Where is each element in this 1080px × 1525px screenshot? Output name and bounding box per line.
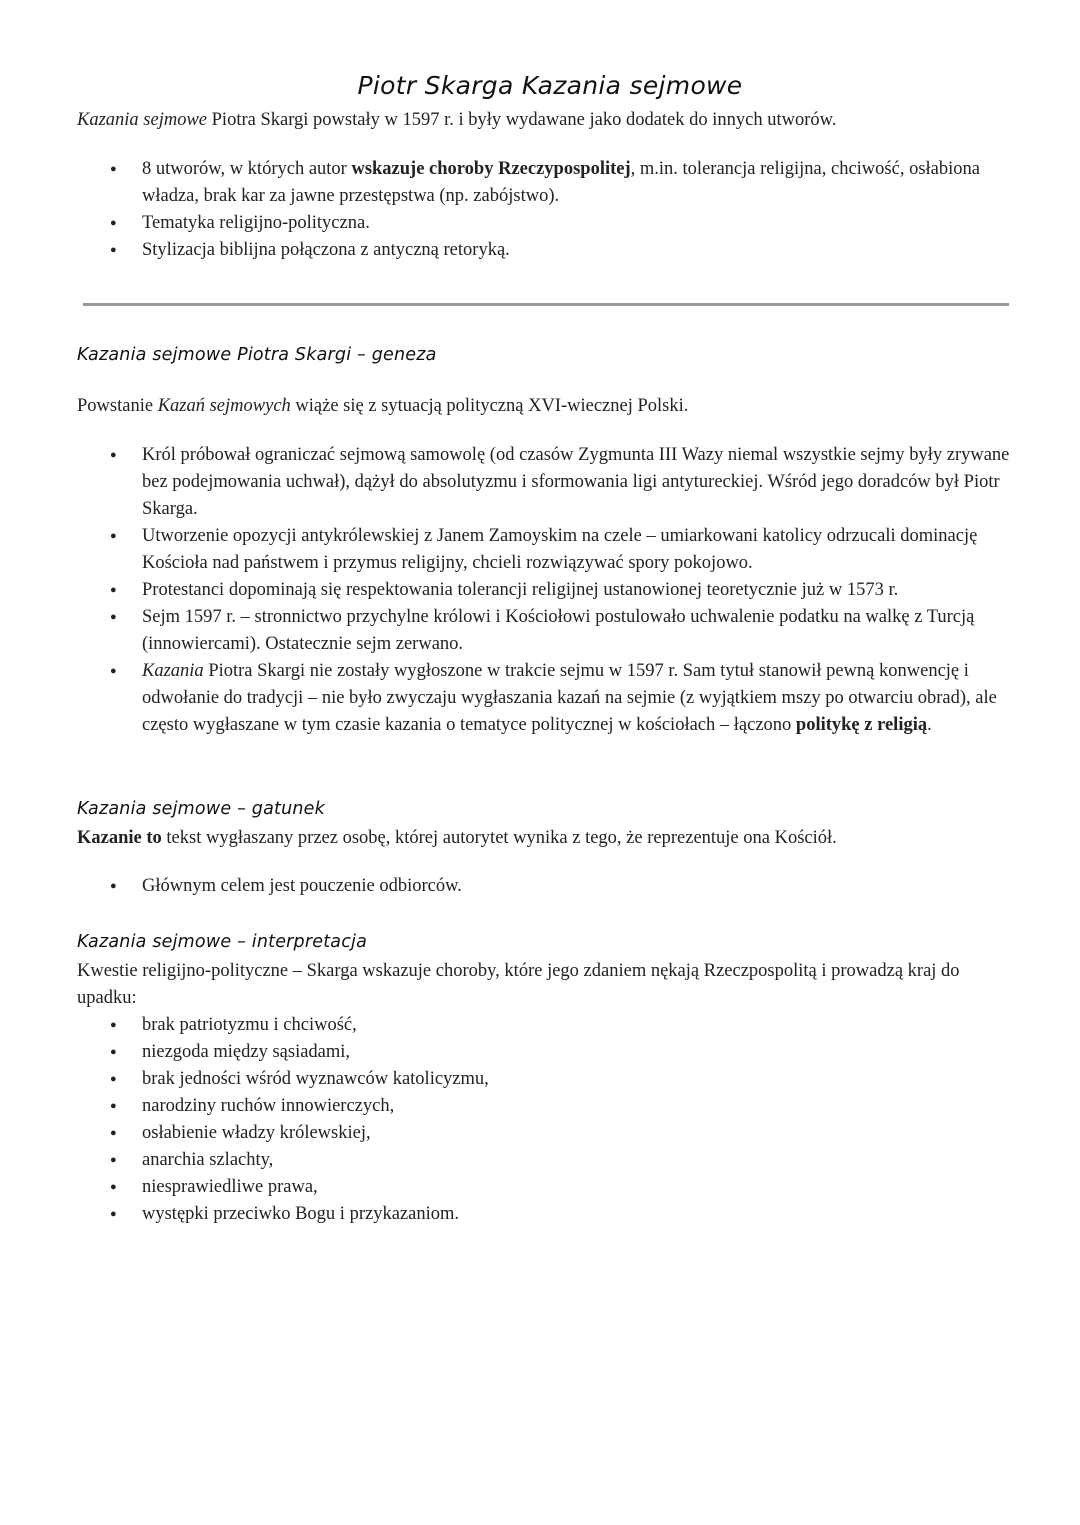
geneza-lead-paragraph bbox=[77, 393, 1017, 420]
list-item bbox=[77, 873, 1017, 900]
geneza-lead-text: Powstanie bbox=[77, 396, 158, 416]
list-item-text: 8 utworów, w których autor bbox=[142, 159, 352, 179]
section-heading-interpretacja: Kazania sejmowe – interpretacja bbox=[77, 932, 368, 952]
gatunek-bullet-list bbox=[77, 873, 1017, 900]
gatunek-lead-paragraph bbox=[77, 825, 1017, 852]
list-item bbox=[77, 156, 1017, 210]
list-item-text: brak patriotyzmu i chciwość, bbox=[142, 1015, 357, 1035]
list-item bbox=[77, 577, 1017, 604]
horizontal-divider bbox=[83, 303, 1009, 306]
page-title: Piotr Skarga Kazania sejmowe bbox=[357, 71, 743, 100]
geneza-bullet-list bbox=[77, 442, 1017, 739]
section-heading-gatunek: Kazania sejmowe – gatunek bbox=[77, 799, 325, 819]
list-item bbox=[77, 658, 1017, 739]
intro-paragraph bbox=[77, 107, 1017, 134]
gatunek-lead-bold: Kazanie to bbox=[77, 828, 162, 848]
list-item-text: . bbox=[927, 715, 932, 735]
list-item bbox=[77, 604, 1017, 658]
list-item bbox=[77, 1120, 1017, 1147]
list-item-text: Głównym celem jest pouczenie odbiorców. bbox=[142, 876, 462, 896]
interpretacja-lead-paragraph: Kwestie religijno-polityczne – Skarga wskazuje choroby, które jego zdaniem nękają Rzeczpospolitą i prowadzą kraj do upadku: bbox=[77, 961, 960, 1008]
list-item-text: brak jedności wśród wyznawców katolicyzmu, bbox=[142, 1069, 489, 1089]
list-item bbox=[77, 1093, 1017, 1120]
list-item-text: niesprawiedliwe prawa, bbox=[142, 1177, 318, 1197]
list-item-text: Sejm 1597 r. – stronnictwo przychylne królowi i Kościołowi postulowało uchwalenie podatku na walkę z Turcją (innowiercami). Ostatecznie sejm zerwano. bbox=[142, 607, 975, 654]
intro-text: Piotra Skargi powstały w 1597 r. i były wydawane jako dodatek do innych utworów. bbox=[207, 110, 837, 130]
list-item-bold: politykę z religią bbox=[795, 715, 928, 735]
list-item-text: Protestanci dopominają się respektowania tolerancji religijnej ustanowionej teoretycznie już w 1573 r. bbox=[142, 580, 899, 600]
list-item-text: Stylizacja biblijna połączona z antyczną retoryką. bbox=[142, 240, 510, 260]
list-item bbox=[77, 523, 1017, 577]
list-item bbox=[77, 1174, 1017, 1201]
list-item-text: anarchia szlachty, bbox=[142, 1150, 274, 1170]
list-item-emphasis: Kazania bbox=[142, 661, 204, 681]
geneza-lead-emphasis: Kazań sejmowych bbox=[157, 396, 291, 416]
list-item bbox=[77, 1147, 1017, 1174]
list-item bbox=[77, 1039, 1017, 1066]
list-item bbox=[77, 210, 1017, 237]
list-item-text: Tematyka religijno-polityczna. bbox=[142, 213, 370, 233]
section-heading-geneza: Kazania sejmowe Piotra Skargi – geneza bbox=[77, 345, 437, 365]
list-item-text: , m.in. tolerancja religijna, chciwość, osłabiona władza, brak kar za jawne przestępstwa (np. zabójstwo). bbox=[142, 159, 980, 206]
list-item-text: narodziny ruchów innowierczych, bbox=[142, 1096, 395, 1116]
gatunek-lead-text: tekst wygłaszany przez osobę, której autorytet wynika z tego, że reprezentuje ona Kościół. bbox=[161, 828, 837, 848]
list-item-text: niezgoda między sąsiadami, bbox=[142, 1042, 351, 1062]
list-item bbox=[77, 1201, 1017, 1228]
list-item-bold: wskazuje choroby Rzeczypospolitej bbox=[351, 159, 631, 179]
list-item bbox=[77, 1066, 1017, 1093]
geneza-lead-text: wiąże się z sytuacją polityczną XVI-wiecznej Polski. bbox=[290, 396, 689, 416]
intro-emphasis: Kazania sejmowe bbox=[77, 110, 208, 130]
list-item bbox=[77, 237, 1017, 264]
list-item bbox=[77, 442, 1017, 523]
list-item-text: osłabienie władzy królewskiej, bbox=[142, 1123, 371, 1143]
interpretacja-bullet-list bbox=[77, 1012, 1017, 1228]
list-item-text: występki przeciwko Bogu i przykazaniom. bbox=[142, 1204, 459, 1224]
list-item-text: Utworzenie opozycji antykrólewskiej z Janem Zamoyskim na czele – umiarkowani katolicy odrzucali dominację Kościoła nad państwem i przymus religijny, chcieli rozwiązywać spory pokojowo. bbox=[142, 526, 978, 573]
list-item-text: Król próbował ograniczać sejmową samowolę (od czasów Zygmunta III Wazy niemal wszystkie sejmy były zrywane bez podejmowania uchwał), dążył do absolutyzmu i sformowania ligi antytureckiej. Wśród jego doradców był Piotr Skarga. bbox=[142, 445, 1010, 519]
list-item bbox=[77, 1012, 1017, 1039]
list-item-text: Piotra Skargi nie zostały wygłoszone w trakcie sejmu w 1597 r. Sam tytuł stanowił pewną konwencję i odwołanie do tradycji – nie było zwyczaju wygłaszania kazań na sejmie (z wyjątkiem mszy po otwarciu obrad), ale często wygłaszane w tym czasie kazania o tematyce politycznej w kościołach – łączono bbox=[142, 661, 997, 735]
intro-bullet-list bbox=[77, 156, 1017, 264]
